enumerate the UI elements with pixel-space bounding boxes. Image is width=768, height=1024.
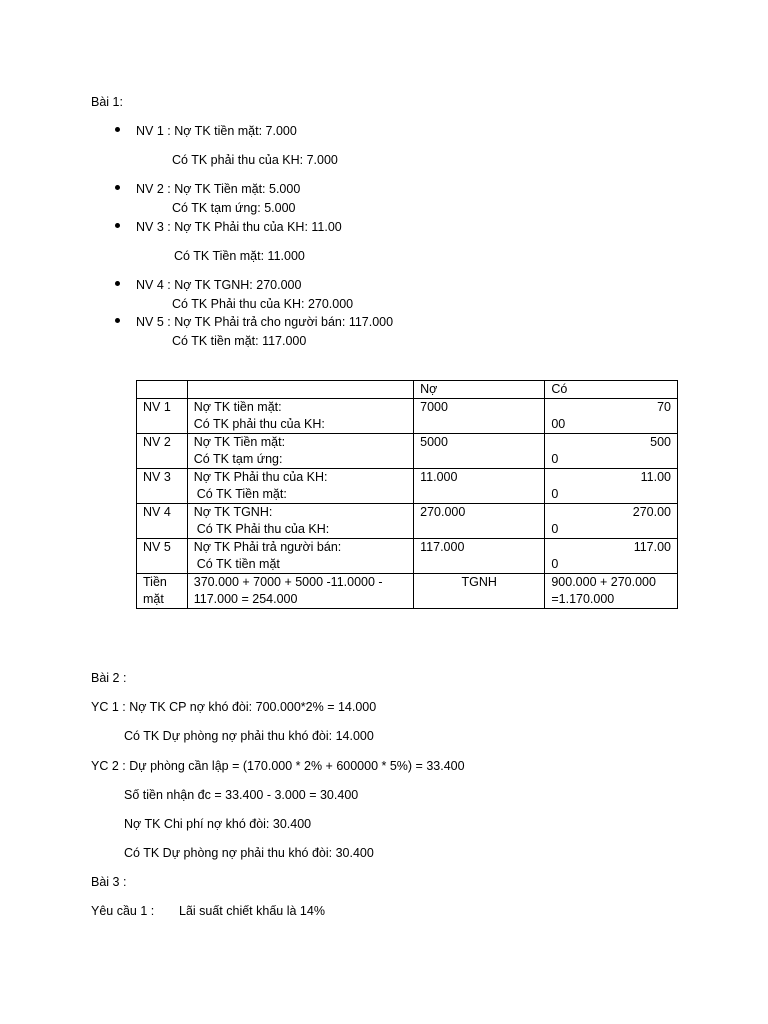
row-credit [545, 434, 678, 469]
bullet-icon [115, 318, 120, 323]
row-credit-part2: 00 [551, 417, 566, 431]
total-calculation [187, 574, 413, 609]
row-credit [545, 399, 678, 434]
total-calc-line1: 370.000 + 7000 + 5000 -11.0000 - [193, 575, 383, 589]
row-debit: 5000 [414, 434, 545, 469]
row-account-debit: Nợ TK TGNH: [193, 505, 273, 519]
bai2-yc1: YC 1 : Nợ TK CP nợ khó đòi: 700.000*2% = 14.000 [91, 700, 377, 714]
bai2-yc2-amount: Số tiền nhận đc = 33.400 - 3.000 = 30.400 [124, 788, 359, 802]
row-account-credit: Có TK tạm ứng: [193, 452, 283, 466]
row-credit-part1: 70 [657, 400, 671, 414]
row-debit: 117.000 [414, 539, 545, 574]
bullet-icon [115, 223, 120, 228]
bai2-yc2-debit: Nợ TK Chi phí nợ khó đòi: 30.400 [124, 817, 312, 831]
row-account-debit: Nợ TK Tiền mặt: [193, 435, 286, 449]
bai2-yc2-credit: Có TK Dự phòng nợ phải thu khó đòi: 30.400 [124, 846, 374, 860]
total-right-line1: 900.000 + 270.000 [551, 575, 656, 589]
bullet-icon [115, 127, 120, 132]
nv2-credit: Có TK tạm ứng: 5.000 [172, 201, 296, 215]
row-accounts [187, 399, 413, 434]
table-row [137, 469, 678, 504]
row-label: NV 3 [137, 469, 188, 504]
nv4-credit: Có TK Phải thu của KH: 270.000 [172, 297, 354, 311]
nv5-debit: NV 5 : Nợ TK Phải trả cho người bán: 117.000 [136, 315, 394, 329]
total-label-line2: mặt [143, 592, 164, 606]
total-label-line1: Tiền [143, 575, 167, 589]
row-credit-part1: 270.00 [632, 505, 671, 519]
row-credit-part1: 11.00 [640, 470, 671, 484]
row-credit [545, 539, 678, 574]
bai1-heading: Bài 1: [91, 95, 123, 109]
row-account-credit: Có TK Phải thu của KH: [196, 522, 330, 536]
row-credit-part2: 0 [551, 557, 559, 571]
nv3-credit: Có TK Tiền mặt: 11.000 [174, 249, 305, 263]
table-row [137, 504, 678, 539]
row-debit: 7000 [414, 399, 545, 434]
row-account-debit: Nợ TK Phải thu của KH: [193, 470, 328, 484]
header-cell [137, 381, 188, 399]
table-row [137, 434, 678, 469]
ledger-table [136, 380, 678, 609]
row-label: NV 1 [137, 399, 188, 434]
row-credit [545, 469, 678, 504]
row-credit [545, 504, 678, 539]
row-account-credit: Có TK Tiền mặt: [196, 487, 287, 501]
row-label: NV 4 [137, 504, 188, 539]
row-credit-part2: 0 [551, 487, 559, 501]
row-label: NV 2 [137, 434, 188, 469]
row-debit: 270.000 [414, 504, 545, 539]
nv1-credit: Có TK phải thu của KH: 7.000 [172, 153, 338, 167]
total-label [137, 574, 188, 609]
header-credit: Có [545, 381, 678, 399]
bullet-icon [115, 281, 120, 286]
row-label: NV 5 [137, 539, 188, 574]
bai2-yc2: YC 2 : Dự phòng cần lập = (170.000 * 2% + 600000 * 5%) = 33.400 [91, 759, 465, 773]
row-accounts [187, 434, 413, 469]
bullet-icon [115, 185, 120, 190]
row-credit-part1: 117.00 [633, 540, 671, 554]
total-mid: TGNH [414, 574, 545, 609]
row-account-debit: Nợ TK tiền mặt: [193, 400, 282, 414]
row-credit-part2: 0 [551, 522, 559, 536]
total-right [545, 574, 678, 609]
total-calc-line2: 117.000 = 254.000 [193, 592, 298, 606]
row-account-debit: Nợ TK Phải trả người bán: [193, 540, 342, 554]
row-credit-part2: 0 [551, 452, 559, 466]
table-row [137, 539, 678, 574]
bai2-heading: Bài 2 : [91, 671, 127, 685]
nv3-debit: NV 3 : Nợ TK Phải thu của KH: 11.00 [136, 220, 342, 234]
bai2-yc1-credit: Có TK Dự phòng nợ phải thu khó đòi: 14.000 [124, 729, 374, 743]
nv5-credit: Có TK tiền mặt: 117.000 [172, 334, 307, 348]
row-accounts [187, 469, 413, 504]
row-credit-part1: 500 [650, 435, 671, 449]
row-account-credit: Có TK phải thu của KH: [193, 417, 325, 431]
header-debit: Nợ [414, 381, 545, 399]
row-accounts [187, 504, 413, 539]
row-debit: 11.000 [414, 469, 545, 504]
bai3-heading: Bài 3 : [91, 875, 127, 889]
table-total-row [137, 574, 678, 609]
table-header-row [137, 381, 678, 399]
nv1-debit: NV 1 : Nợ TK tiền mặt: 7.000 [136, 124, 297, 138]
row-accounts [187, 539, 413, 574]
table-row [137, 399, 678, 434]
nv4-debit: NV 4 : Nợ TK TGNH: 270.000 [136, 278, 302, 292]
header-cell [187, 381, 413, 399]
bai3-yc1-text: Lãi suất chiết khấu là 14% [179, 904, 325, 918]
total-right-line2: =1.170.000 [551, 592, 615, 606]
row-account-credit: Có TK tiền mặt [196, 557, 280, 571]
bai3-yc1-label: Yêu cầu 1 : [91, 904, 155, 918]
nv2-debit: NV 2 : Nợ TK Tiền mặt: 5.000 [136, 182, 301, 196]
